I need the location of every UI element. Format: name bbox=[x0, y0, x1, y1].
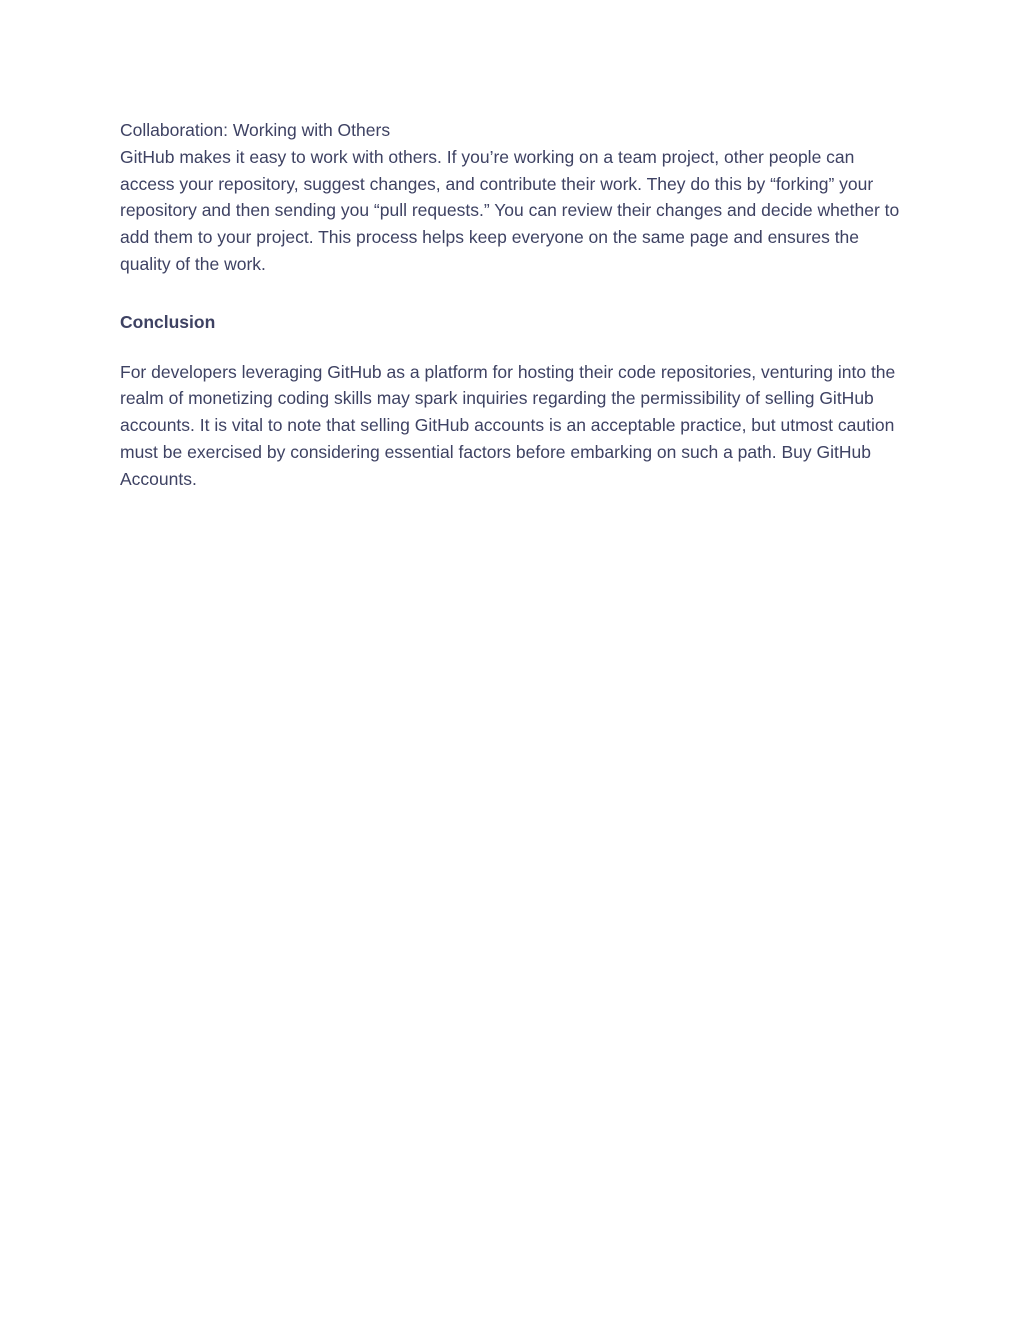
section-collaboration bbox=[120, 117, 910, 278]
document-content bbox=[120, 117, 910, 493]
collaboration-paragraph: GitHub makes it easy to work with others. If you’re working on a team project, other people can access your repository, suggest changes, and contribute their work. They do this by “forking” your repository and then sending you “pull requests.” You can review their changes and decide whether to add them to your project. This process helps keep everyone on the same page and ensures the quality of the work. bbox=[120, 146, 900, 274]
section-conclusion bbox=[120, 309, 910, 493]
collaboration-heading: Collaboration: Working with Others bbox=[120, 120, 391, 140]
conclusion-paragraph: For developers leveraging GitHub as a platform for hosting their code repositories, venturing into the realm of monetizing coding skills may spark inquiries regarding the permissibility of selling GitHub accounts. It is vital to note that selling GitHub accounts is an acceptable practice, but utmost caution must be exercised by considering essential factors before embarking on such a path. Buy GitHub Accounts. bbox=[120, 361, 896, 489]
conclusion-heading: Conclusion bbox=[120, 311, 216, 332]
